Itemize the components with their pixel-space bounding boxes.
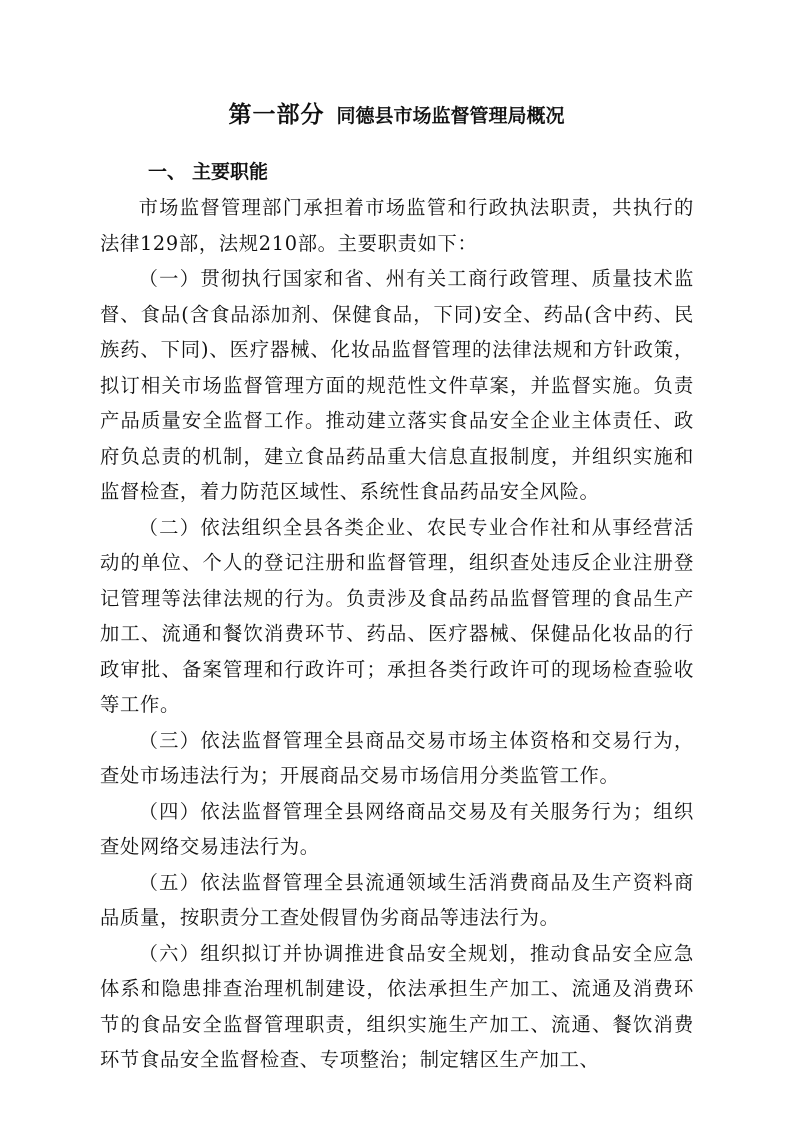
paragraph-duty-1: （一）贯彻执行国家和省、州有关工商行政管理、质量技术监督、食品(含食品添加剂、保健食品，下同)安全、药品(含中药、民族药、下同)、医疗器械、化妆品监督管理的法律法规和方针政策，拟订相关市场监督管理方面的规范性文件草案，并监督实施。负责产品质量安全监督工作。推动建立落实食品安全企业主体责任、政府负总责的机制，建立食品药品重大信息直报制度，并组织实施和监督检查，着力防范区域性、系统性食品药品安全风险。 [100,267,694,503]
section-heading [148,157,268,184]
section-number: 一、 [148,161,187,183]
section-title: 主要职能 [192,161,269,183]
page-title [0,96,793,129]
paragraph-duty-3: （三）依法监督管理全县商品交易市场主体资格和交易行为，查处市场违法行为；开展商品交易市场信用分类监管工作。 [100,728,694,787]
paragraph-intro: 市场监督管理部门承担着市场监管和行政执法职责，共执行的法律129部，法规210部。主要职责如下： [100,196,694,255]
title-part: 第一部分 [228,102,325,128]
paragraph-duty-2: （二）依法组织全县各类企业、农民专业合作社和从事经营活动的单位、个人的登记注册和监督管理，组织查处违反企业注册登记管理等法律法规的行为。负责涉及食品药品监督管理的食品生产加工、流通和餐饮消费环节、药品、医疗器械、保健品化妆品的行政审批、备案管理和行政许可；承担各类行政许可的现场检查验收等工作。 [100,515,694,716]
body-text [100,190,694,1078]
paragraph-duty-4: （四）依法监督管理全县网络商品交易及有关服务行为；组织查处网络交易违法行为。 [100,799,694,858]
paragraph-duty-6: （六）组织拟订并协调推进食品安全规划，推动食品安全应急体系和隐患排查治理机制建设，依法承担生产加工、流通及消费环节的食品安全监督管理职责，组织实施生产加工、流通、餐饮消费环节食品安全监督检查、专项整治；制定辖区生产加工、 [100,941,694,1071]
paragraph-duty-5: （五）依法监督管理全县流通领域生活消费商品及生产资料商品质量，按职责分工查处假冒伪劣商品等违法行为。 [100,870,694,929]
title-agency-name: 同德县市场监督管理局概况 [336,105,565,127]
